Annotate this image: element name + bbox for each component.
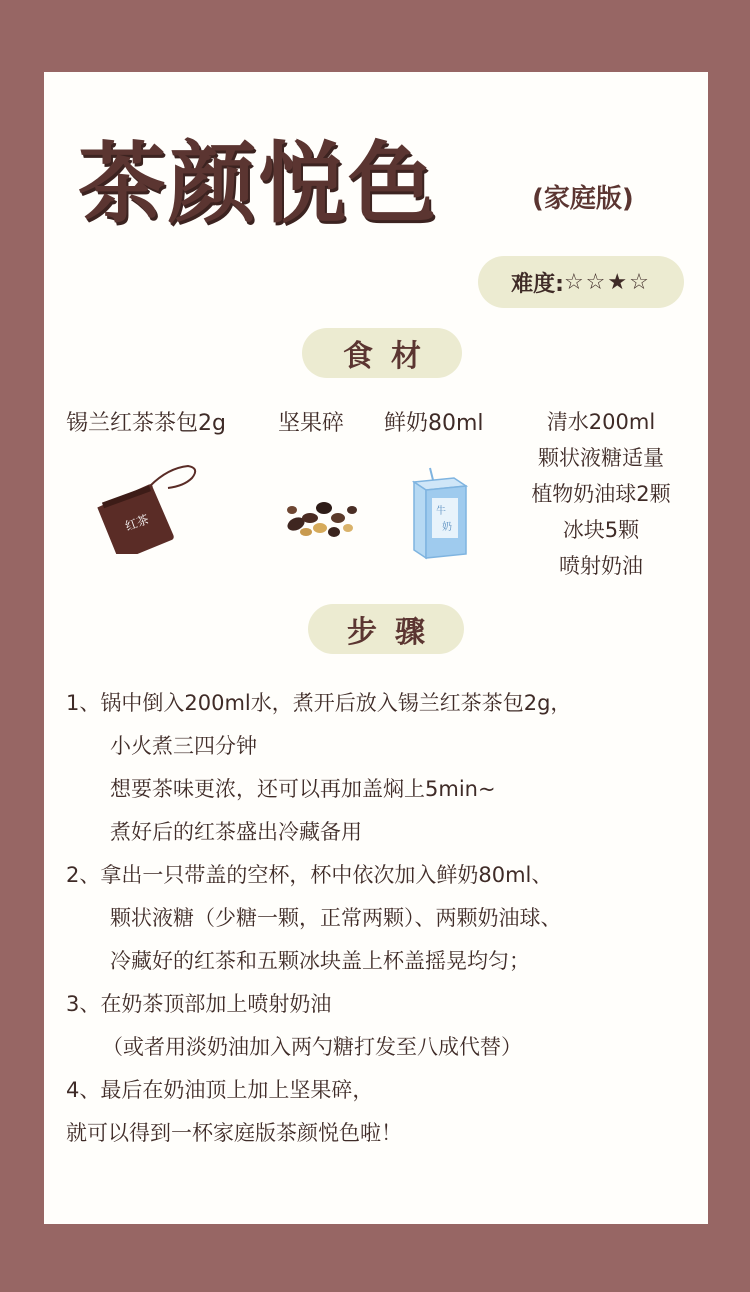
step-line: 2、拿出一只带盖的空杯，杯中依次加入鲜奶80ml、 xyxy=(66,863,553,887)
nuts-icon xyxy=(276,488,366,548)
steps-heading xyxy=(308,604,464,654)
ingredient-nuts: 坚果碎 xyxy=(278,411,345,436)
milk-box-label-2: 奶 xyxy=(442,522,452,533)
ingredient-milk: 鲜奶80ml xyxy=(384,411,484,436)
step-line: 颗状液糖（少糖一颗，正常两颗）、两颗奶油球、 xyxy=(110,906,562,930)
step-line: 4、最后在奶油顶上加上坚果碎， xyxy=(66,1078,374,1102)
step-line: 就可以得到一杯家庭版茶颜悦色啦！ xyxy=(66,1121,402,1145)
recipe-subtitle: (家庭版) xyxy=(532,184,634,214)
step-line: 冷藏好的红茶和五颗冰块盖上杯盖摇晃均匀； xyxy=(110,949,530,973)
ingredient-list-right xyxy=(506,404,696,584)
ingredients-heading-text: 食材 xyxy=(343,339,439,374)
ingredient-item: 喷射奶油 xyxy=(559,554,643,578)
difficulty-stars-icon: ☆☆★☆ xyxy=(563,269,651,295)
ingredient-item: 清水200ml xyxy=(546,410,656,434)
step-line: 小火煮三四分钟 xyxy=(110,734,257,758)
steps-list xyxy=(66,682,696,1155)
step-line: 3、在奶茶顶部加上喷射奶油 xyxy=(66,992,332,1016)
ingredient-item: 冰块5颗 xyxy=(562,518,640,542)
recipe-title: 茶颜悦色 xyxy=(78,131,439,235)
tea-bag-label: 红茶 xyxy=(123,512,151,534)
step-line: 1、锅中倒入200ml水，煮开后放入锡兰红茶茶包2g， xyxy=(66,691,572,715)
tea-bag-icon xyxy=(88,464,208,554)
step-line: 想要茶味更浓，还可以再加盖焖上5min~ xyxy=(110,777,496,801)
difficulty-badge xyxy=(478,256,684,308)
milk-box-label-1: 牛 xyxy=(436,506,446,517)
difficulty-label: 难度: xyxy=(511,271,564,297)
milk-box-icon xyxy=(408,466,472,560)
steps-heading-text: 步骤 xyxy=(347,615,443,650)
ingredient-item: 植物奶油球2颗 xyxy=(531,482,671,506)
step-line: （或者用淡奶油加入两勺糖打发至八成代替） xyxy=(102,1035,522,1059)
ingredient-tea: 锡兰红茶茶包2g xyxy=(66,411,226,436)
ingredients-heading xyxy=(302,328,462,378)
ingredient-item: 颗状液糖适量 xyxy=(538,446,664,470)
step-line: 煮好后的红茶盛出冷藏备用 xyxy=(110,820,362,844)
recipe-card xyxy=(44,72,708,1224)
